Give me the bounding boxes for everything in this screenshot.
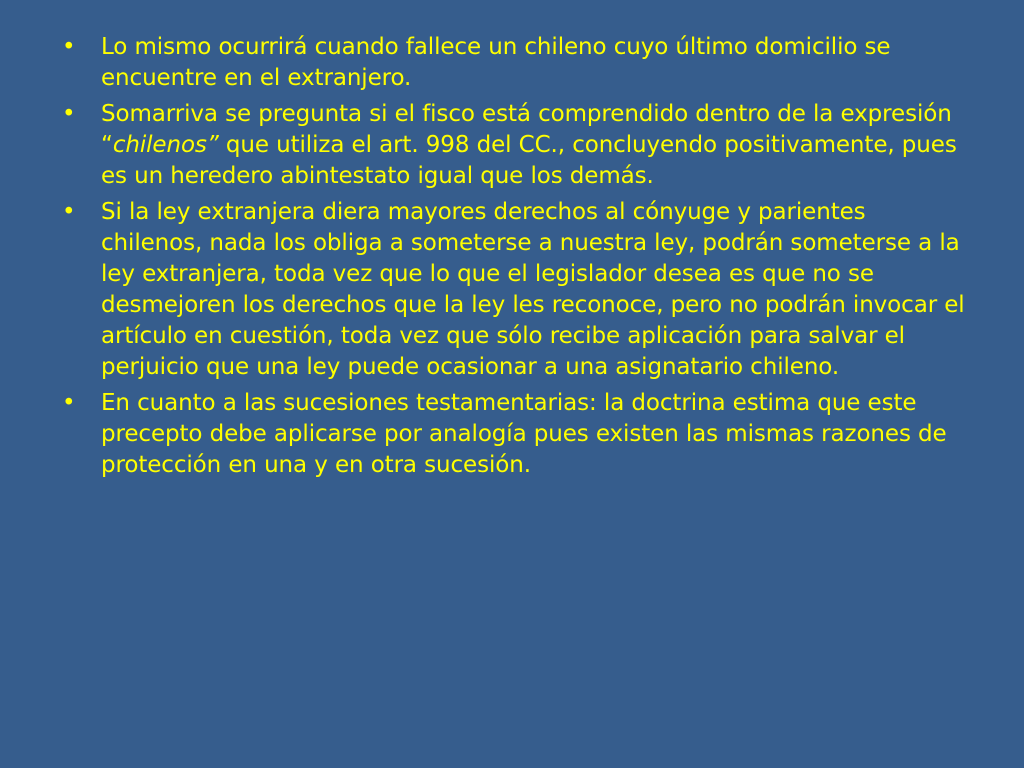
bullet-item-4 bbox=[60, 388, 968, 481]
bullet-text-start: Somarriva se pregunta si el fisco está comprendido dentro de la expresión “ bbox=[101, 101, 952, 158]
bullet-text: Lo mismo ocurrirá cuando fallece un chileno cuyo último domicilio se encuentre en el extranjero. bbox=[101, 34, 891, 91]
bullet-icon: • bbox=[62, 34, 76, 60]
bullet-icon: • bbox=[62, 199, 76, 225]
bullet-item-1 bbox=[60, 32, 968, 94]
bullet-icon: • bbox=[62, 390, 76, 416]
bullet-text: En cuanto a las sucesiones testamentarias: la doctrina estima que este precepto debe aplicarse por analogía pues existen las mismas razones de protección en una y en otra sucesión. bbox=[101, 390, 947, 478]
bullet-text-italic: chilenos” bbox=[112, 132, 219, 158]
bullet-text: Si la ley extranjera diera mayores derechos al cónyuge y parientes chilenos, nada los obliga a someterse a nuestra ley, podrán someterse a la ley extranjera, toda vez que lo que el legislador desea es que no se desmejoren los derechos que la ley les reconoce, pero no podrán invocar el artículo en cuestión, toda vez que sólo recibe aplicación para salvar el perjuicio que una ley puede ocasionar a una asignatario chileno. bbox=[101, 199, 965, 380]
bullet-item-3 bbox=[60, 197, 968, 383]
bullet-list bbox=[60, 32, 968, 486]
bullet-item-2 bbox=[60, 99, 968, 192]
bullet-icon: • bbox=[62, 101, 76, 127]
bullet-text-end: que utiliza el art. 998 del CC., concluyendo positivamente, pues es un heredero abintestato igual que los demás. bbox=[101, 132, 957, 189]
